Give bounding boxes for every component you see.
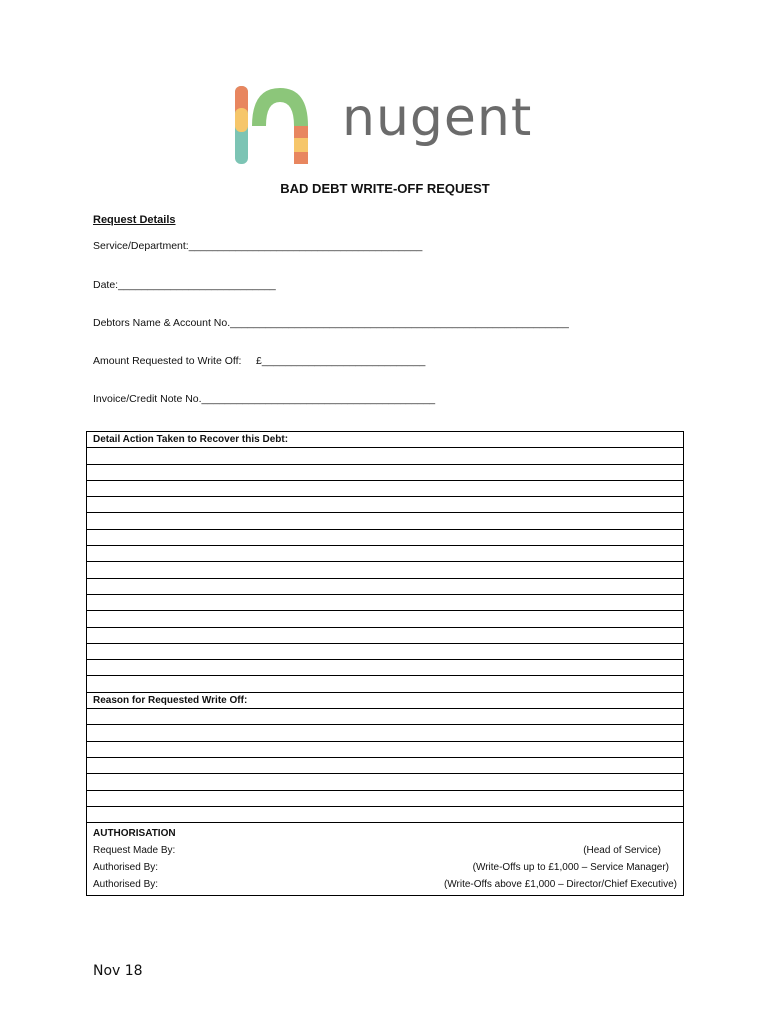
form-table: [86, 431, 684, 896]
authorisation-label: Authorised By:: [93, 862, 159, 874]
detail-action-line[interactable]: [87, 579, 683, 595]
nugent-wordmark: nugent: [342, 88, 533, 148]
nugent-logo: [232, 86, 542, 166]
request-details-heading: Request Details: [93, 214, 176, 226]
reason-line[interactable]: [87, 725, 683, 741]
detail-action-line[interactable]: [87, 562, 683, 578]
authorisation-row[interactable]: [93, 859, 677, 876]
authorisation-row[interactable]: [93, 842, 677, 859]
reason-line[interactable]: [87, 742, 683, 758]
detail-action-line[interactable]: [87, 448, 683, 464]
service-department-field[interactable]: Service/Department:________________________________________: [93, 240, 423, 252]
detail-action-line[interactable]: [87, 660, 683, 676]
authorisation-note: (Head of Service): [583, 845, 661, 857]
detail-action-line[interactable]: [87, 611, 683, 627]
authorisation-row[interactable]: [93, 876, 677, 893]
debtors-name-account-field[interactable]: Debtors Name & Account No.__________________________________________________________: [93, 317, 569, 329]
detail-action-line[interactable]: [87, 595, 683, 611]
detail-action-line[interactable]: [87, 530, 683, 546]
form-title: BAD DEBT WRITE-OFF REQUEST: [280, 181, 490, 196]
authorisation-section: [87, 823, 683, 895]
date-field[interactable]: Date:___________________________: [93, 279, 276, 291]
detail-action-line[interactable]: [87, 546, 683, 562]
detail-action-line[interactable]: [87, 497, 683, 513]
authorisation-heading: AUTHORISATION: [93, 828, 176, 840]
amount-write-off-field[interactable]: Amount Requested to Write Off: £____________________________: [93, 355, 426, 367]
footer-date: Nov 18: [93, 963, 143, 979]
nugent-n-mark-icon: [232, 86, 332, 166]
authorisation-note: (Write-Offs up to £1,000 – Service Manager): [472, 862, 669, 874]
authorisation-label: Authorised By:: [93, 879, 159, 891]
reason-line[interactable]: [87, 774, 683, 790]
detail-action-label: Detail Action Taken to Recover this Debt:: [87, 432, 683, 448]
reason-label: Reason for Requested Write Off:: [87, 693, 683, 709]
reason-line[interactable]: [87, 807, 683, 823]
reason-line[interactable]: [87, 709, 683, 725]
authorisation-label: Request Made By:: [93, 845, 176, 857]
detail-action-line[interactable]: [87, 513, 683, 529]
detail-action-line[interactable]: [87, 628, 683, 644]
reason-line[interactable]: [87, 758, 683, 774]
detail-action-line[interactable]: [87, 676, 683, 692]
reason-line[interactable]: [87, 791, 683, 807]
detail-action-line[interactable]: [87, 644, 683, 660]
invoice-credit-note-field[interactable]: Invoice/Credit Note No.________________________________________: [93, 393, 436, 405]
detail-action-line[interactable]: [87, 481, 683, 497]
authorisation-note: (Write-Offs above £1,000 – Director/Chief Executive): [443, 879, 677, 891]
detail-action-line[interactable]: [87, 465, 683, 481]
